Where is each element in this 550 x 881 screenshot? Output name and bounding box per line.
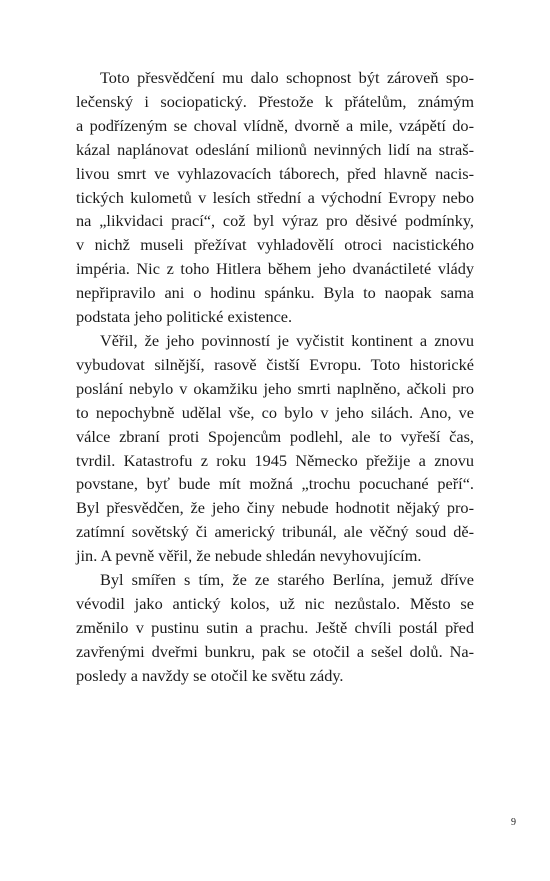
text-line: posledy a navždy se otočil ke světu zády. <box>76 665 344 685</box>
text-line: tických kulometů v lesích střední a východní Evropy nebo <box>76 187 474 207</box>
body-text <box>76 66 474 688</box>
text-line: na „likvidaci prací“, což byl výraz pro děsivé podmínky, <box>76 211 474 231</box>
text-line: tvrdil. Katastrofu z roku 1945 Německo přežije a znovu <box>76 450 474 470</box>
paragraph-1 <box>76 66 474 329</box>
text-line: kázal naplánovat odeslání milionů nevinných lidí na straš- <box>76 139 474 159</box>
text-line: nepřipravilo ani o hodinu spánku. Byla to naopak sama <box>76 283 474 303</box>
text-line: podstata jeho politické existence. <box>76 307 293 327</box>
text-line: to nepochybně udělal vše, co bylo v jeho silách. Ano, ve <box>76 402 474 422</box>
text-line: poslání nebylo v okamžiku jeho smrti naplněno, ačkoli pro <box>76 378 474 398</box>
text-line: Byl přesvědčen, že jeho činy nebude hodnotit nějaký pro- <box>76 498 474 518</box>
text-line: Věřil, že jeho povinností je vyčistit kontinent a znovu <box>100 330 474 350</box>
page-number: 9 <box>511 817 516 828</box>
text-line: vybudovat silnější, rasově čistší Evropu. Toto historické <box>76 354 474 374</box>
text-line: a podřízeným se choval vlídně, dvorně a mile, vzápětí do- <box>76 115 474 135</box>
text-line: zavřenými dveřmi bunkru, pak se otočil a sešel dolů. Na- <box>76 641 474 661</box>
paragraph-2 <box>76 329 474 568</box>
text-line: povstane, byť bude mít možná „trochu pocuchané peří“. <box>76 474 474 494</box>
text-line: vévodil jako antický kolos, už nic nezůstalo. Město se <box>76 593 474 613</box>
text-line: Byl smířen s tím, že ze starého Berlína, jemuž dříve <box>100 570 474 590</box>
text-line: jin. A pevně věřil, že nebude shledán nevyhovujícím. <box>76 546 422 566</box>
text-line: livou smrt ve vyhlazovacích táborech, před hlavně nacis- <box>76 163 474 183</box>
text-line: změnilo v pustinu sutin a prachu. Ještě chvíli postál před <box>76 617 474 637</box>
text-line: válce zbraní proti Spojencům podlehl, ale to vyřeší čas, <box>76 426 474 446</box>
text-line: zatímní sovětský či americký tribunál, ale věčný soud dě- <box>76 522 474 542</box>
text-line: impéria. Nic z toho Hitlera během jeho dvanáctileté vlády <box>76 259 474 279</box>
paragraph-3 <box>76 568 474 688</box>
text-line: Toto přesvědčení mu dalo schopnost být zároveň spo- <box>100 68 474 87</box>
text-line: lečenský i sociopatický. Přestože k přátelům, známým <box>76 91 474 111</box>
text-line: v nichž museli přežívat vyhladovělí otroci nacistického <box>76 235 474 255</box>
